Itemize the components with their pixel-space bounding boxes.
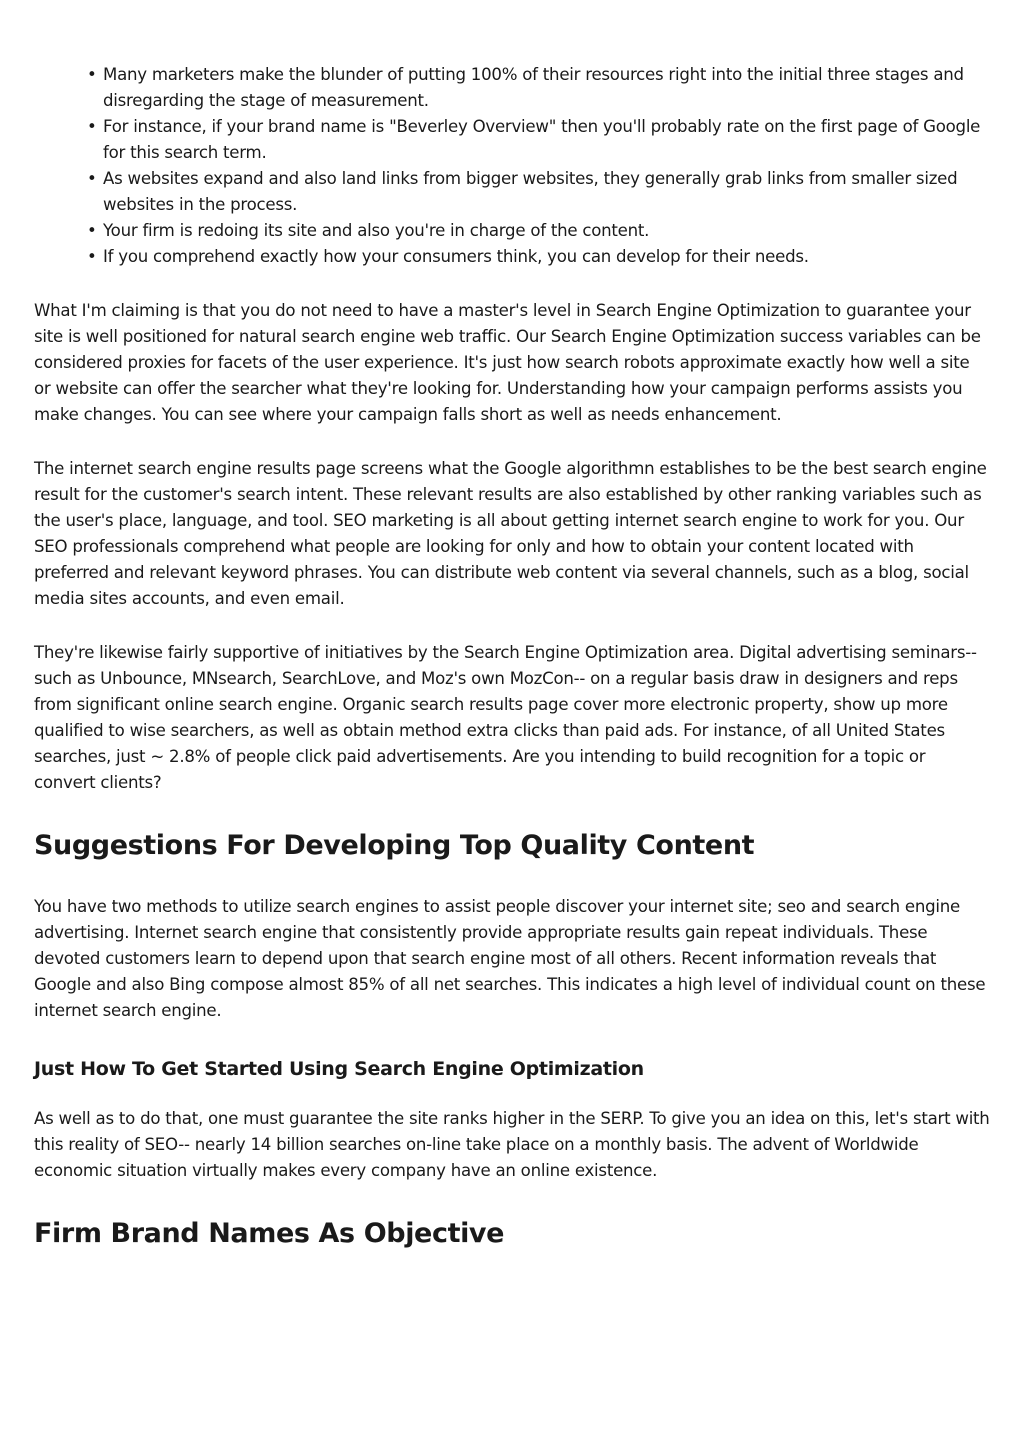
body-paragraph: The internet search engine results page screens what the Google algorithmn establishes to be the best search engine result for the customer's search intent. These relevant results are also established by other ranking variables such as the user's place, language, and tool. SEO marketing is all about getting internet search engine to work for you. Our SEO professionals comprehend what people are looking for only and how to obtain your content located with preferred and relevant keyword phrases. You can distribute web content via several channels, such as a blog, social media sites accounts, and even email.	[34, 459, 987, 608]
subsection-heading: Just How To Get Started Using Search Engine Optimization	[34, 1058, 644, 1080]
section-paragraph: As well as to do that, one must guarantee the site ranks higher in the SERP. To give you an idea on this, let's start with this reality of SEO-- nearly 14 billion searches on-line take place on a monthly basis. The advent of Worldwide economic situation virtually makes every company have an online existence.	[34, 1109, 990, 1180]
bullet-icon: •	[87, 221, 97, 240]
list-item-text: Your firm is redoing its site and also you're in charge of the content.	[103, 221, 650, 240]
list-item	[87, 114, 990, 166]
list-item-text: If you comprehend exactly how your consumers think, you can develop for their needs.	[103, 247, 809, 266]
section-heading: Firm Brand Names As Objective	[34, 1218, 505, 1249]
bullet-list	[34, 62, 990, 270]
body-paragraph: They're likewise fairly supportive of initiatives by the Search Engine Optimization area. Digital advertising seminars-- such as Unbounce, MNsearch, SearchLove, and Moz's own MozCon-- on a regular basis draw in designers and reps from significant online search engine. Organic search results page cover more electronic property, show up more qualified to wise searchers, as well as obtain method extra clicks than paid ads. For instance, of all United States searches, just ~ 2.8% of people click paid advertisements. Are you intending to build recognition for a topic or convert clients?	[34, 643, 977, 792]
bullet-icon: •	[87, 169, 97, 188]
list-item-text: For instance, if your brand name is "Beverley Overview" then you'll probably rate on the first page of Google for this search term.	[103, 117, 981, 162]
list-item	[87, 166, 990, 218]
list-item	[87, 218, 990, 244]
list-item	[87, 244, 990, 270]
body-paragraph: What I'm claiming is that you do not need to have a master's level in Search Engine Optimization to guarantee your site is well positioned for natural search engine web traffic. Our Search Engine Optimization success variables can be considered proxies for facets of the user experience. It's just how search robots approximate exactly how well a site or website can offer the searcher what they're looking for. Understanding how your campaign performs assists you make changes. You can see where your campaign falls short as well as needs enhancement.	[34, 301, 981, 424]
bullet-icon: •	[87, 117, 97, 136]
section-paragraph: You have two methods to utilize search engines to assist people discover your internet site; seo and search engine advertising. Internet search engine that consistently provide appropriate results gain repeat individuals. These devoted customers learn to depend upon that search engine most of all others. Recent information reveals that Google and also Bing compose almost 85% of all net searches. This indicates a high level of individual count on these internet search engine.	[34, 897, 986, 1020]
list-item-text: Many marketers make the blunder of putting 100% of their resources right into the initial three stages and disregarding the stage of measurement.	[103, 65, 964, 110]
bullet-icon: •	[87, 247, 97, 266]
list-item	[87, 62, 990, 114]
section-heading: Suggestions For Developing Top Quality Content	[34, 830, 755, 861]
bullet-icon: •	[87, 65, 97, 84]
list-item-text: As websites expand and also land links from bigger websites, they generally grab links from smaller sized websites in the process.	[103, 169, 958, 214]
